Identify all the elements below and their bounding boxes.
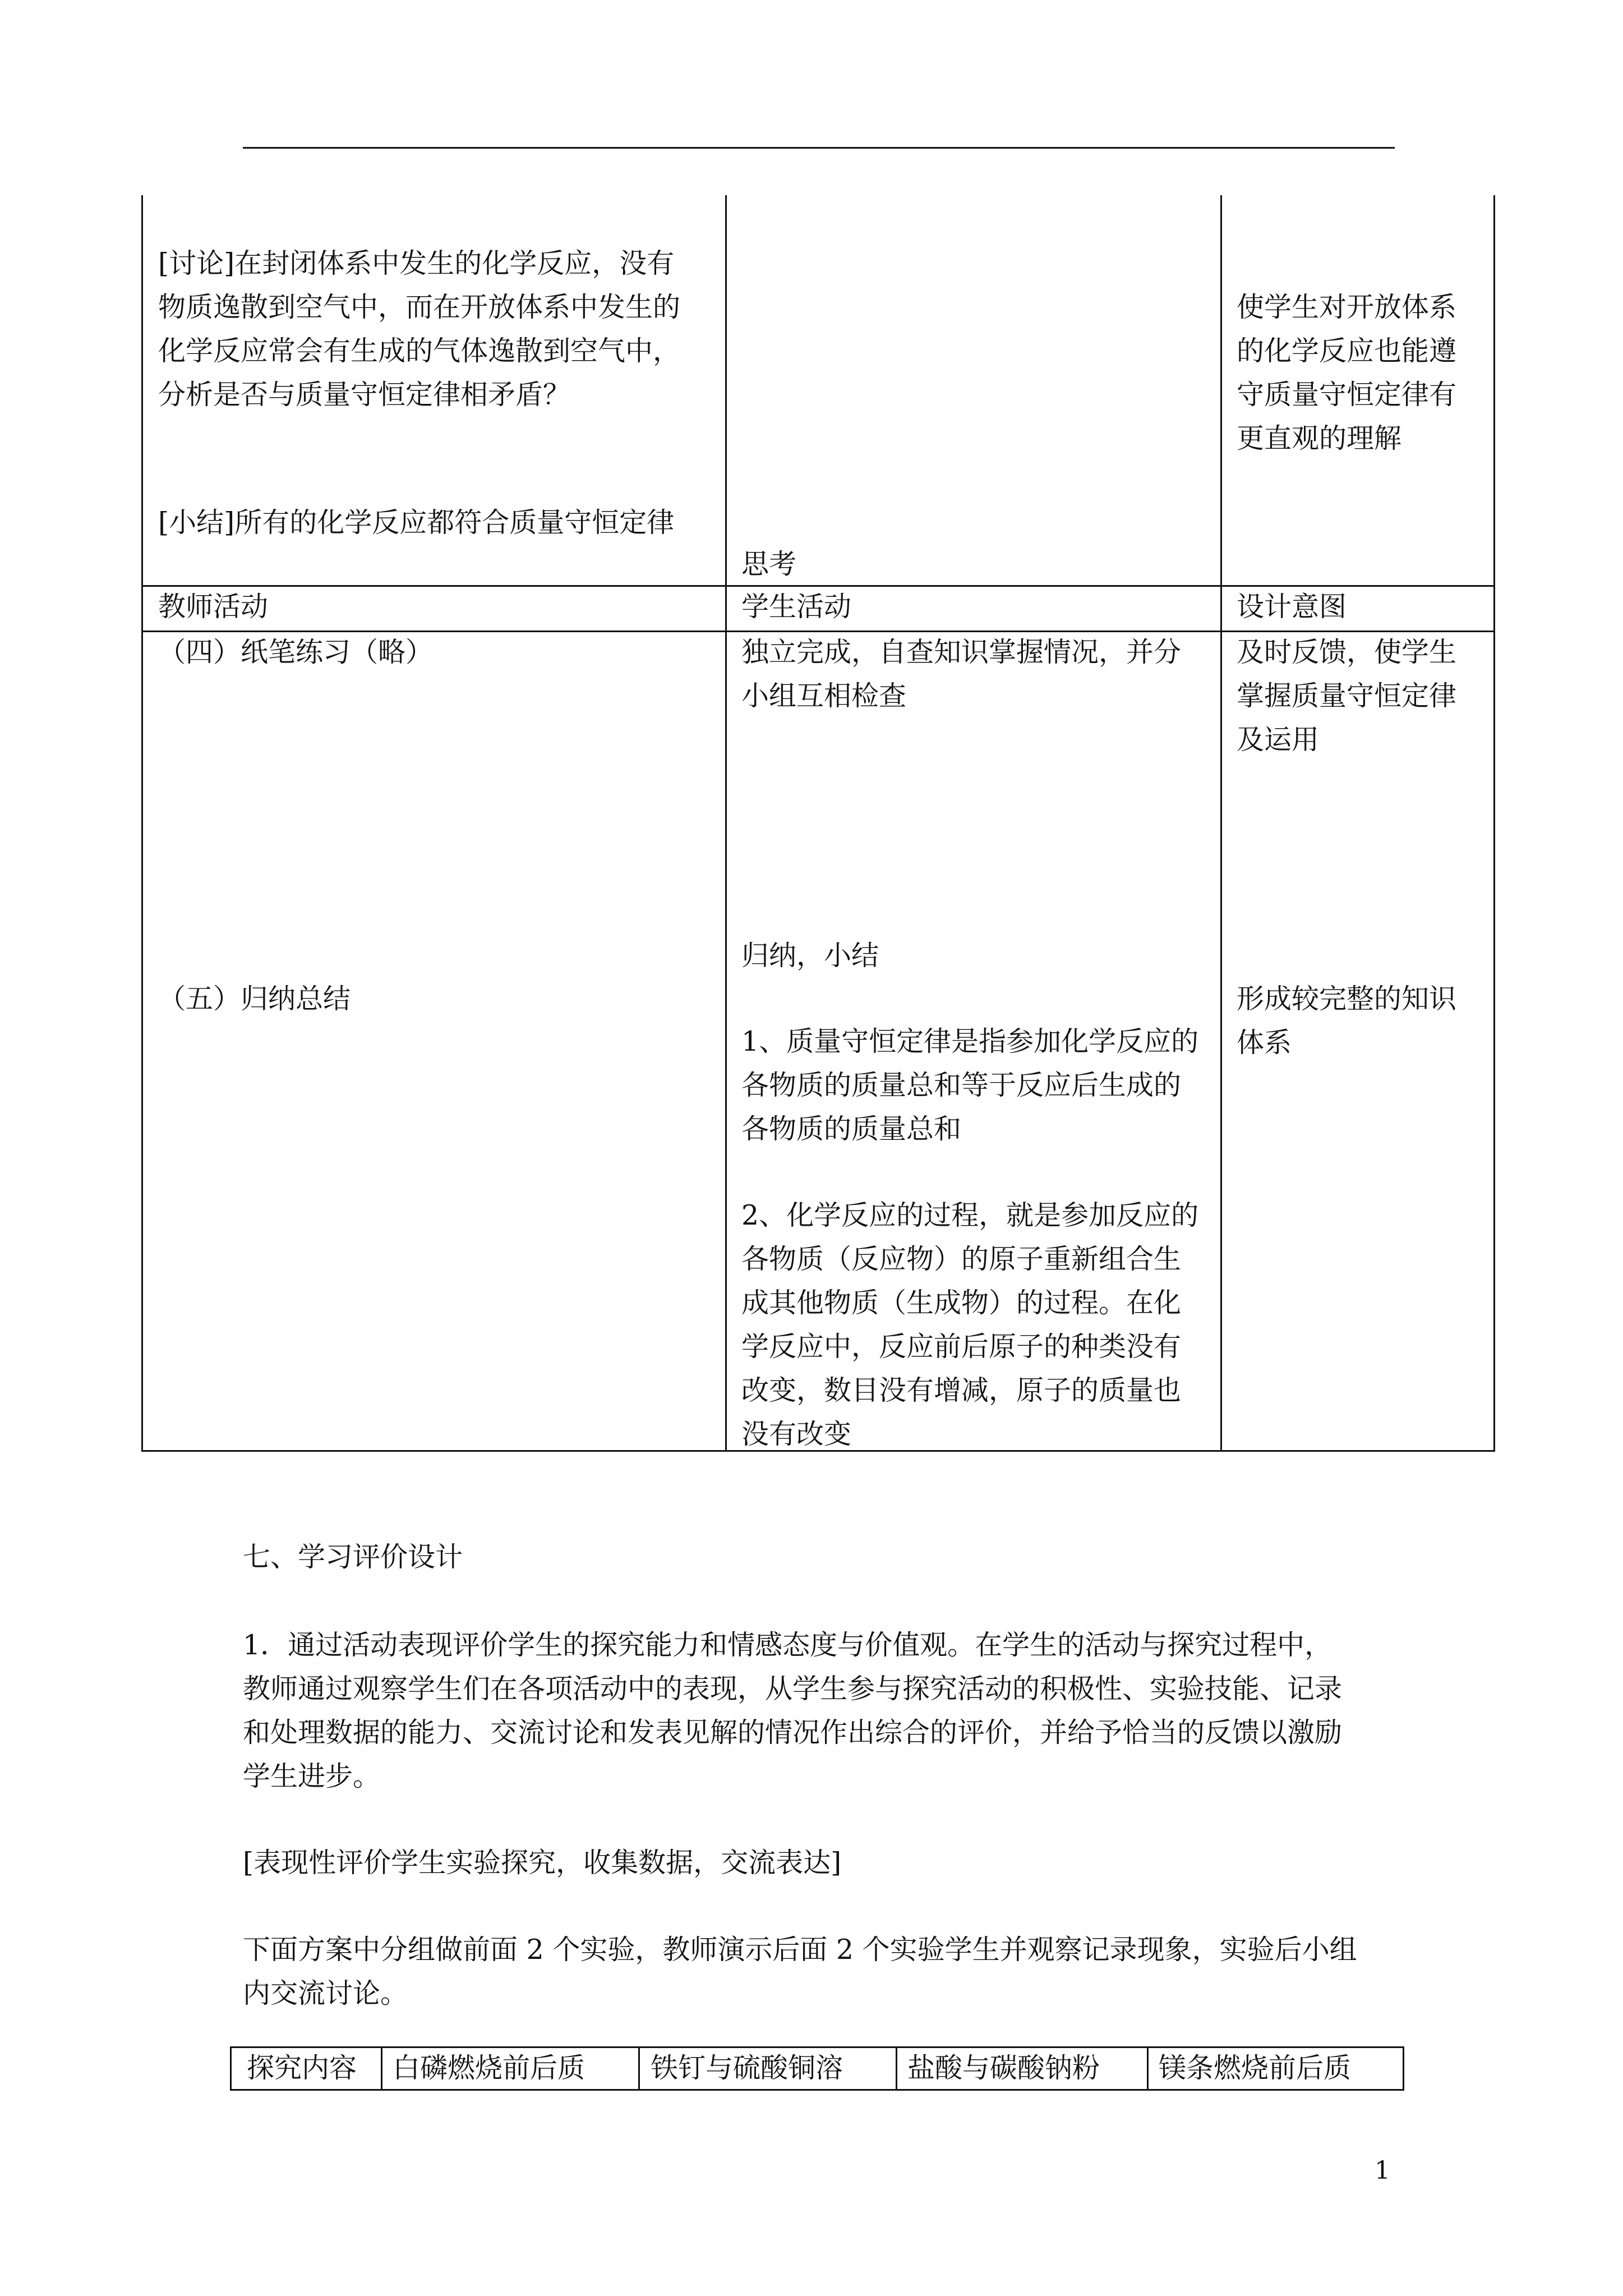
text-line: 各物质的质量总和 [741, 1113, 962, 1145]
table-col-divider [896, 2046, 897, 2091]
practice-text: （四）纸笔练习（略） [158, 636, 434, 668]
header-rule [243, 147, 1395, 149]
table-col-divider [381, 2046, 382, 2091]
text-line: 1．通过活动表现评价学生的探究能力和情感态度与价值观。在学生的活动与探究过程中， [243, 1629, 1332, 1661]
text-line: 内交流讨论。 [243, 1977, 408, 2009]
text-line: 掌握质量守恒定律 [1237, 680, 1457, 712]
text-line: 及时反馈，使学生 [1237, 636, 1457, 668]
evaluation-paragraph [243, 1623, 1342, 1798]
intent-knowledge-text [1237, 977, 1456, 1065]
table-header-cell: 盐酸与碳酸钠粉 [907, 2052, 1100, 2084]
table-border-top [230, 2046, 1404, 2048]
text-line: 小组互相检查 [741, 680, 907, 712]
table-header-cell: 镁条燃烧前后质 [1159, 2052, 1352, 2084]
text-line: 物质逸散到空气中，而在开放体系中发生的 [158, 291, 681, 323]
text-line: [讨论]在封闭体系中发生的化学反应，没有 [158, 247, 675, 279]
table-divider-2 [1220, 195, 1222, 1452]
text-line: 化学反应常会有生成的气体逸散到空气中， [158, 335, 681, 367]
text-line: 和处理数据的能力、交流讨论和发表见解的情况作出综合的评价，并给予恰当的反馈以激励 [243, 1717, 1343, 1749]
table-border-left [230, 2046, 232, 2091]
text-line: 2、化学反应的过程，就是参加反应的 [741, 1199, 1199, 1231]
student-think-text: 思考 [741, 548, 797, 580]
summary-text: [小结]所有的化学反应都符合质量守恒定律 [158, 507, 675, 539]
reaction-process-text [741, 1194, 1198, 1456]
table-divider-1 [725, 195, 727, 1452]
text-line: 1、质量守恒定律是指参加化学反应的 [741, 1025, 1199, 1057]
text-line: 学生进步。 [243, 1760, 381, 1792]
table-border-left [141, 195, 143, 1452]
table-col-divider [1147, 2046, 1149, 2091]
header-design-intent: 设计意图 [1237, 591, 1347, 623]
table-row-divider [141, 585, 1495, 587]
page-number: 1 [1375, 2156, 1390, 2185]
section-heading: 七、学习评价设计 [243, 1541, 463, 1573]
student-practice-text [741, 631, 1181, 718]
student-summary-label: 归纳，小结 [741, 940, 879, 972]
text-line: 体系 [1237, 1027, 1292, 1059]
text-line: 独立完成，自查知识掌握情况，并分 [741, 636, 1182, 668]
header-student-activity: 学生活动 [741, 591, 852, 623]
text-line: 守质量守恒定律有 [1237, 379, 1457, 411]
text-line: 教师通过观察学生们在各项活动中的表现，从学生参与探究活动的积极性、实验技能、记录 [243, 1673, 1343, 1705]
discussion-text [158, 242, 680, 417]
text-line: 改变，数目没有增减，原子的质量也 [741, 1374, 1182, 1406]
text-line: 的化学反应也能遵 [1237, 335, 1457, 367]
table-header-cell: 探究内容 [247, 2052, 357, 2084]
table-border-right [1493, 195, 1495, 1452]
text-line: 成其他物质（生成物）的过程。在化 [741, 1287, 1182, 1319]
performance-evaluation-note: [表现性评价学生实验探究，收集数据，交流表达] [243, 1847, 842, 1879]
text-line: 分析是否与质量守恒定律相矛盾？ [158, 379, 571, 411]
text-line: 及运用 [1237, 724, 1320, 756]
experiment-plan-paragraph [243, 1928, 1357, 2016]
conservation-law-text [741, 1020, 1198, 1151]
table-col-divider [638, 2046, 640, 2091]
table-border-right [1403, 2046, 1404, 2091]
text-line: 更直观的理解 [1237, 422, 1402, 454]
table-header-cell: 白磷燃烧前后质 [393, 2052, 585, 2084]
design-intent-text [1237, 286, 1456, 461]
text-line: 各物质的质量总和等于反应后生成的 [741, 1069, 1182, 1101]
intent-feedback-text [1237, 631, 1456, 762]
text-line: 学反应中，反应前后原子的种类没有 [741, 1331, 1182, 1363]
text-line: 各物质（反应物）的原子重新组合生 [741, 1243, 1182, 1275]
table-header-bottom [230, 2089, 1404, 2091]
header-teacher-activity: 教师活动 [158, 591, 269, 623]
text-line: 形成较完整的知识 [1237, 983, 1457, 1015]
text-line: 没有改变 [741, 1418, 852, 1450]
table-header-cell: 铁钉与硫酸铜溶 [651, 2052, 843, 2084]
text-line: 下面方案中分组做前面 2 个实验，教师演示后面 2 个实验学生并观察记录现象，实验后小组 [243, 1934, 1357, 1966]
text-line: 使学生对开放体系 [1237, 291, 1457, 323]
summary-section-text: （五）归纳总结 [158, 983, 351, 1015]
